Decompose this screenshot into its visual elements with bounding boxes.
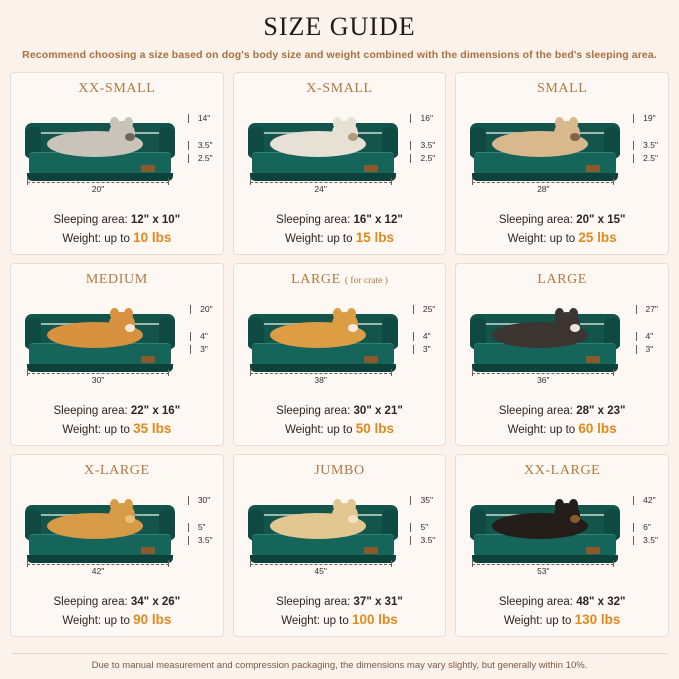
dog-silhouette <box>492 503 588 543</box>
dimension-height-value: 35" <box>420 495 433 506</box>
weight-label: Weight: up to <box>284 424 356 437</box>
footer-note-wrap <box>0 653 679 671</box>
width-dimension <box>472 177 614 194</box>
dimension-bracket-icon <box>188 141 196 150</box>
weight-row <box>19 228 215 248</box>
dimension-bracket-icon <box>188 523 196 532</box>
dog-bed-graphic <box>248 505 398 563</box>
size-card-specs <box>19 212 215 248</box>
dimension-bracket-icon <box>188 496 196 505</box>
dimension-bracket-icon <box>633 523 641 532</box>
dimension-low-value: 3.5" <box>420 535 436 546</box>
dog-ear <box>347 117 356 128</box>
dog-ear <box>569 308 578 319</box>
sleeping-area-value: 48" x 32" <box>576 595 626 608</box>
size-card-name: X-SMALL <box>306 81 373 96</box>
brand-tag <box>364 547 378 554</box>
dimension-low-value: 2.5" <box>197 153 213 164</box>
dimension-mid <box>633 139 658 152</box>
dimension-height <box>188 494 213 507</box>
dimension-bracket-icon <box>410 496 418 505</box>
width-rule-icon <box>472 177 614 183</box>
brand-tag <box>141 356 155 363</box>
weight-value: 100 lbs <box>351 612 398 628</box>
dimension-bracket-icon <box>413 332 421 341</box>
size-card-specs <box>464 212 660 248</box>
dimension-low <box>413 343 435 356</box>
width-value: 45" <box>314 566 327 576</box>
size-card-name: LARGE <box>291 272 341 287</box>
dog-bed-graphic <box>25 505 175 563</box>
dimension-bracket-icon <box>190 305 198 314</box>
dimension-mid-value: 3.5" <box>197 140 213 151</box>
dog-silhouette <box>270 121 366 161</box>
sleeping-area-value: 34" x 26" <box>130 595 181 608</box>
width-dimension <box>27 368 169 385</box>
height-dimensions <box>410 494 435 547</box>
dimension-height-value: 20" <box>200 304 213 315</box>
dog-ear <box>110 117 119 128</box>
width-value: 53" <box>537 566 550 576</box>
dimension-mid <box>410 521 435 534</box>
size-card <box>455 72 669 255</box>
weight-value: 130 lbs <box>574 612 621 628</box>
size-card-specs <box>242 594 438 630</box>
brand-tag <box>586 165 600 172</box>
size-card <box>455 454 669 637</box>
brand-tag <box>586 547 600 554</box>
width-dimension <box>472 368 614 385</box>
dog-silhouette <box>47 312 143 352</box>
dimension-low-value: 2.5" <box>420 153 436 164</box>
brand-tag <box>586 356 600 363</box>
dog-ear <box>347 499 356 510</box>
dimension-height-value: 16" <box>420 113 433 124</box>
weight-label: Weight: up to <box>284 233 356 246</box>
dimension-bracket-icon <box>633 114 641 123</box>
dog-head <box>554 503 580 527</box>
weight-value: 35 lbs <box>133 421 172 437</box>
dimension-bracket-icon <box>633 536 641 545</box>
dog-snout <box>125 515 135 523</box>
weight-label: Weight: up to <box>503 615 575 628</box>
size-card-title <box>464 270 660 289</box>
dog-ear <box>333 499 342 510</box>
dimension-height-value: 19" <box>643 113 656 124</box>
dimension-height <box>410 112 435 125</box>
dog-ear <box>333 117 342 128</box>
weight-value: 50 lbs <box>355 421 394 437</box>
dimension-mid-value: 6" <box>643 522 651 533</box>
size-card-specs <box>19 403 215 439</box>
weight-value: 25 lbs <box>578 230 617 246</box>
weight-row <box>242 610 438 630</box>
bed-illustration <box>19 291 215 386</box>
dimension-low <box>410 534 435 547</box>
dog-bed-graphic <box>248 123 398 181</box>
dimension-height-value: 42" <box>643 495 656 506</box>
sleeping-area-label: Sleeping area: <box>53 213 131 226</box>
dimension-height <box>190 303 212 316</box>
weight-value: 10 lbs <box>133 230 172 246</box>
width-value: 30" <box>91 375 105 385</box>
dog-head <box>554 121 580 145</box>
dimension-bracket-icon <box>410 536 418 545</box>
dog-ear <box>124 499 133 510</box>
footer-note: Due to manual measurement and compression packaging, the dimensions may vary slightly, but generally within 10%. <box>91 660 588 671</box>
sleeping-area-label: Sleeping area: <box>53 404 131 417</box>
sleeping-area-row <box>242 594 438 611</box>
size-card-title <box>464 79 660 98</box>
width-value: 20" <box>91 184 105 194</box>
size-card-name: LARGE <box>537 272 587 287</box>
dimension-height-value: 27" <box>645 304 658 315</box>
dimension-height <box>188 112 213 125</box>
height-dimensions <box>190 303 212 356</box>
size-card-title <box>242 270 438 289</box>
bed-illustration <box>464 482 660 577</box>
width-value: 28" <box>537 184 550 194</box>
dog-ear <box>110 499 119 510</box>
sleeping-area-row <box>464 212 660 229</box>
dimension-bracket-icon <box>633 154 641 163</box>
dimension-low <box>636 343 658 356</box>
height-dimensions <box>188 494 213 547</box>
dimension-height <box>410 494 435 507</box>
dimension-bracket-icon <box>410 141 418 150</box>
weight-label: Weight: up to <box>62 424 134 437</box>
size-card <box>233 263 447 446</box>
sleeping-area-label: Sleeping area: <box>276 595 354 608</box>
sleeping-area-value: 22" x 16" <box>130 404 181 417</box>
weight-row <box>19 419 215 439</box>
weight-row <box>19 610 215 630</box>
dog-bed-graphic <box>470 505 620 563</box>
weight-label: Weight: up to <box>62 615 134 628</box>
sleeping-area-label: Sleeping area: <box>276 213 354 226</box>
size-card-name: MEDIUM <box>85 272 148 287</box>
sleeping-area-value: 37" x 31" <box>353 595 403 608</box>
width-rule-icon <box>250 177 392 183</box>
dog-ear <box>124 308 133 319</box>
dimension-bracket-icon <box>410 114 418 123</box>
dog-snout <box>348 133 358 141</box>
size-card <box>10 454 224 637</box>
width-rule-icon <box>27 559 169 565</box>
dimension-bracket-icon <box>413 305 421 314</box>
sleeping-area-label: Sleeping area: <box>498 213 577 226</box>
dog-head <box>109 312 135 336</box>
dimension-mid-value: 3.5" <box>643 140 658 151</box>
size-card-title <box>19 79 215 98</box>
page-title: SIZE GUIDE <box>263 12 416 41</box>
sleeping-area-value: 16" x 12" <box>353 213 403 226</box>
width-dimension <box>250 177 392 194</box>
width-rule-icon <box>27 177 169 183</box>
page-subtitle: Recommend choosing a size based on dog's body size and weight combined with the dimensions of the bed's sleeping area. <box>22 49 657 61</box>
sleeping-area-label: Sleeping area: <box>498 595 577 608</box>
size-card-title <box>19 461 215 480</box>
size-card-name: SMALL <box>536 81 588 96</box>
dimension-low-value: 3" <box>200 344 208 355</box>
weight-label: Weight: up to <box>281 615 352 628</box>
dimension-mid-value: 4" <box>422 331 431 342</box>
size-card-specs <box>242 212 438 248</box>
dog-snout <box>125 133 135 141</box>
dimension-height <box>636 303 658 316</box>
bed-illustration <box>242 482 438 577</box>
size-card-specs <box>242 403 438 439</box>
dimension-bracket-icon <box>188 536 196 545</box>
size-card-specs <box>19 594 215 630</box>
size-card-title <box>242 79 438 98</box>
dimension-height-value: 25" <box>422 304 436 315</box>
dog-head <box>109 121 135 145</box>
size-card-title <box>242 461 438 480</box>
dog-bed-graphic <box>25 314 175 372</box>
bed-illustration <box>464 291 660 386</box>
bed-illustration <box>19 482 215 577</box>
dimension-height <box>413 303 435 316</box>
dog-silhouette <box>492 121 588 161</box>
dog-head <box>332 312 358 336</box>
sleeping-area-row <box>464 594 660 611</box>
size-card-note: ( for crate ) <box>344 276 388 286</box>
sleeping-area-row <box>242 403 438 420</box>
dog-ear <box>124 117 133 128</box>
height-dimensions <box>413 303 435 356</box>
dimension-mid <box>410 139 435 152</box>
sleeping-area-row <box>242 212 438 229</box>
dog-ear <box>347 308 356 319</box>
width-value: 38" <box>314 375 327 385</box>
sleeping-area-row <box>464 403 660 420</box>
dimension-bracket-icon <box>636 305 644 314</box>
dimension-bracket-icon <box>410 523 418 532</box>
sleeping-area-label: Sleeping area: <box>53 595 131 608</box>
dimension-mid-value: 3.5" <box>420 140 436 151</box>
width-dimension <box>250 559 392 576</box>
size-card-name: XX-SMALL <box>78 81 156 96</box>
width-dimension <box>472 559 614 576</box>
dimension-mid-value: 5" <box>420 522 429 533</box>
height-dimensions <box>188 112 213 165</box>
dimension-low <box>633 152 658 165</box>
dimension-bracket-icon <box>188 114 196 123</box>
width-rule-icon <box>472 559 614 565</box>
dimension-low <box>190 343 212 356</box>
size-card <box>10 72 224 255</box>
dog-ear <box>110 308 119 319</box>
sleeping-area-value: 20" x 15" <box>576 213 626 226</box>
weight-row <box>242 228 438 248</box>
dog-bed-graphic <box>248 314 398 372</box>
dimension-low <box>188 534 213 547</box>
dimension-mid-value: 4" <box>645 331 654 342</box>
brand-tag <box>141 547 155 554</box>
dimension-mid <box>188 139 213 152</box>
dimension-bracket-icon <box>410 154 418 163</box>
size-card-title <box>19 270 215 289</box>
size-card <box>455 263 669 446</box>
width-value: 42" <box>91 566 105 576</box>
width-value: 36" <box>537 375 550 385</box>
dimension-bracket-icon <box>190 345 198 354</box>
height-dimensions <box>636 303 658 356</box>
footer-divider <box>12 653 667 654</box>
weight-row <box>242 419 438 439</box>
dimension-low-value: 2.5" <box>643 153 658 164</box>
weight-value: 60 lbs <box>578 421 617 437</box>
dog-head <box>332 121 358 145</box>
dog-bed-graphic <box>470 123 620 181</box>
height-dimensions <box>633 112 658 165</box>
sleeping-area-value: 12" x 10" <box>130 213 181 226</box>
width-dimension <box>250 368 392 385</box>
dog-ear <box>333 308 342 319</box>
dog-snout <box>348 515 358 523</box>
weight-value: 90 lbs <box>133 612 172 628</box>
width-rule-icon <box>472 368 614 374</box>
dimension-mid <box>636 330 658 343</box>
dimension-low-value: 3.5" <box>197 535 213 546</box>
dog-silhouette <box>270 503 366 543</box>
size-card-name: X-LARGE <box>84 463 150 478</box>
dimension-low-value: 3.5" <box>643 535 658 546</box>
dog-ear <box>555 308 564 319</box>
dimension-mid-value: 5" <box>197 522 206 533</box>
sleeping-area-value: 30" x 21" <box>353 404 403 417</box>
dimension-low <box>188 152 213 165</box>
dog-ear <box>555 499 564 510</box>
weight-label: Weight: up to <box>507 233 579 246</box>
size-card <box>233 72 447 255</box>
width-rule-icon <box>250 368 392 374</box>
weight-row <box>464 610 660 630</box>
bed-illustration <box>242 291 438 386</box>
weight-value: 15 lbs <box>355 230 394 246</box>
dimension-height <box>633 494 658 507</box>
dog-ear <box>569 117 578 128</box>
dog-silhouette <box>270 312 366 352</box>
dimension-height <box>633 112 658 125</box>
dog-silhouette <box>492 312 588 352</box>
dog-head <box>332 503 358 527</box>
width-value: 24" <box>314 184 327 194</box>
dimension-bracket-icon <box>636 332 644 341</box>
bed-illustration <box>242 100 438 195</box>
height-dimensions <box>633 494 658 547</box>
size-card-specs <box>464 403 660 439</box>
dog-snout <box>348 324 358 332</box>
dimension-height-value: 30" <box>197 495 211 506</box>
dimension-height-value: 14" <box>197 113 211 124</box>
dog-ear <box>555 117 564 128</box>
dog-bed-graphic <box>470 314 620 372</box>
dimension-bracket-icon <box>633 496 641 505</box>
dog-snout <box>125 324 135 332</box>
width-rule-icon <box>27 368 169 374</box>
bed-illustration <box>464 100 660 195</box>
dog-ear <box>569 499 578 510</box>
brand-tag <box>364 165 378 172</box>
dog-head <box>554 312 580 336</box>
sleeping-area-row <box>19 403 215 420</box>
dimension-bracket-icon <box>636 345 644 354</box>
dimension-mid-value: 4" <box>200 331 208 342</box>
dimension-mid <box>190 330 212 343</box>
width-rule-icon <box>250 559 392 565</box>
dog-silhouette <box>47 503 143 543</box>
dimension-bracket-icon <box>413 345 421 354</box>
brand-tag <box>364 356 378 363</box>
weight-label: Weight: up to <box>507 424 579 437</box>
dog-head <box>109 503 135 527</box>
weight-row <box>464 419 660 439</box>
size-card-name: XX-LARGE <box>523 463 601 478</box>
dimension-mid <box>188 521 213 534</box>
size-card-grid <box>0 72 679 637</box>
bed-illustration <box>19 100 215 195</box>
dimension-bracket-icon <box>190 332 198 341</box>
sleeping-area-label: Sleeping area: <box>498 404 577 417</box>
size-card <box>10 263 224 446</box>
dimension-bracket-icon <box>633 141 641 150</box>
dog-bed-graphic <box>25 123 175 181</box>
sleeping-area-row <box>19 212 215 229</box>
width-dimension <box>27 559 169 576</box>
dimension-mid <box>413 330 435 343</box>
dog-silhouette <box>47 121 143 161</box>
dimension-bracket-icon <box>188 154 196 163</box>
size-card-title <box>464 461 660 480</box>
dimension-low-value: 3" <box>422 344 431 355</box>
width-dimension <box>27 177 169 194</box>
sleeping-area-row <box>19 594 215 611</box>
dimension-low-value: 3" <box>645 344 654 355</box>
brand-tag <box>141 165 155 172</box>
size-card-name: JUMBO <box>314 463 365 478</box>
weight-label: Weight: up to <box>62 233 134 246</box>
dimension-low <box>633 534 658 547</box>
dimension-low <box>410 152 435 165</box>
sleeping-area-value: 28" x 23" <box>576 404 626 417</box>
dimension-mid <box>633 521 658 534</box>
weight-row <box>464 228 660 248</box>
height-dimensions <box>410 112 435 165</box>
size-card-specs <box>464 594 660 630</box>
size-card <box>233 454 447 637</box>
sleeping-area-label: Sleeping area: <box>276 404 354 417</box>
